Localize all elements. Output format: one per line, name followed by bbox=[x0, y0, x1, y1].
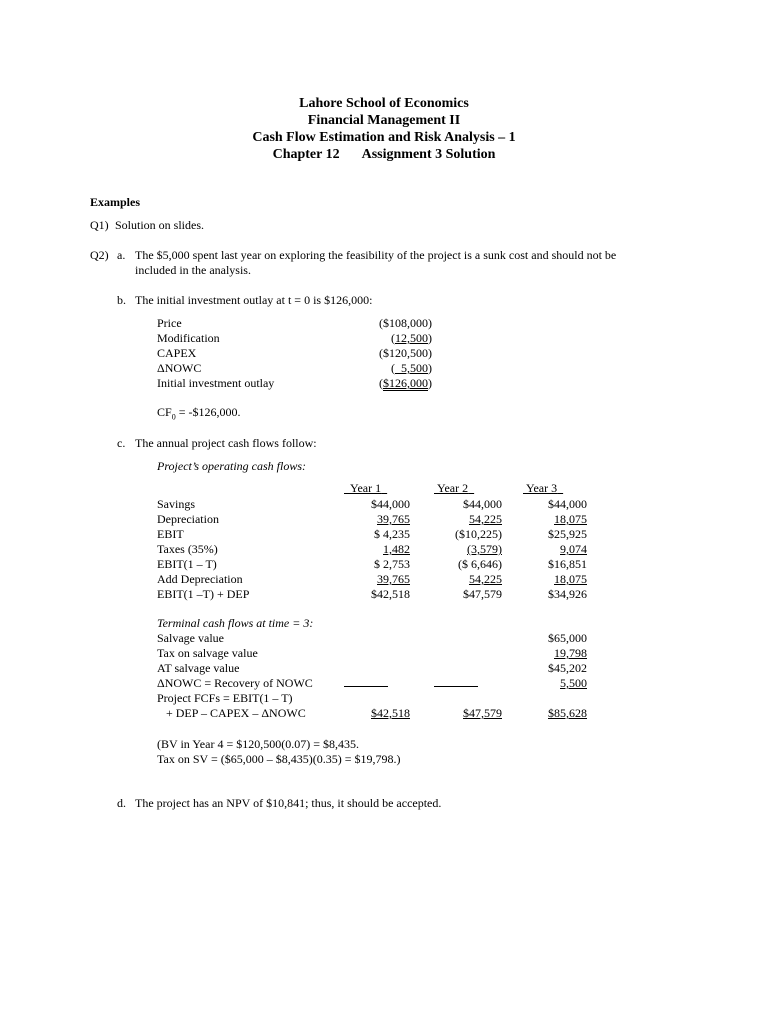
assignment-title bbox=[0, 146, 768, 163]
outlay-label-total: Initial investment outlay bbox=[157, 376, 275, 390]
op-row-value-year3 bbox=[507, 497, 587, 512]
cf0-subscript: 0 bbox=[171, 412, 176, 422]
q2a-line1: The $5,000 spent last year on exploring the feasibility of the project is a sunk cost and should not be bbox=[135, 248, 617, 262]
op-cell-text: $44,000 bbox=[548, 497, 587, 511]
bv-note: (BV in Year 4 = $120,500(0.07) = $8,435. bbox=[157, 737, 359, 751]
fcf-year3: $85,628 bbox=[548, 706, 587, 720]
school-name: Lahore School of Economics bbox=[299, 96, 469, 111]
op-row-value-year3 bbox=[507, 572, 587, 587]
operating-cf-heading: Project’s operating cash flows: bbox=[157, 459, 306, 473]
nowc-amount: 5,500 bbox=[395, 361, 428, 375]
outlay-label-capex: CAPEX bbox=[157, 346, 197, 360]
op-row-value-year3 bbox=[507, 512, 587, 527]
fcf-label-line1: Project FCFs = EBIT(1 – T) bbox=[157, 691, 293, 705]
terminal-row-value bbox=[507, 676, 587, 691]
cf0-prefix: CF bbox=[157, 405, 172, 419]
fcf-year1: $42,518 bbox=[371, 706, 410, 720]
op-cell-text: $47,579 bbox=[463, 587, 502, 601]
terminal-row-value bbox=[507, 661, 587, 676]
year-3-header bbox=[523, 481, 563, 496]
op-row-value-year3 bbox=[507, 527, 587, 542]
op-cell-text: 18,075 bbox=[554, 512, 587, 526]
fcf-year2: $47,579 bbox=[463, 706, 502, 720]
topic-title: Cash Flow Estimation and Risk Analysis – 1 bbox=[252, 130, 516, 145]
outlay-value-nowc: ( 5,500) bbox=[391, 361, 432, 375]
terminal-row-value bbox=[507, 646, 587, 661]
op-cell-text: 54,225 bbox=[469, 512, 502, 526]
op-cell-text: $44,000 bbox=[463, 497, 502, 511]
op-cell-text: 1,482 bbox=[383, 542, 410, 556]
q2d-text: The project has an NPV of $10,841; thus, it should be accepted. bbox=[135, 796, 442, 810]
op-row-value-year1 bbox=[330, 587, 410, 602]
op-row-value-year1 bbox=[330, 497, 410, 512]
op-row-label: EBIT(1 – T) bbox=[157, 557, 217, 571]
op-cell-text: 54,225 bbox=[469, 572, 502, 586]
outlay-value-modification: (12,500) bbox=[391, 331, 432, 345]
terminal-cell-text: 5,500 bbox=[560, 676, 587, 690]
op-row-value-year2 bbox=[422, 557, 502, 572]
op-row-value-year1 bbox=[330, 572, 410, 587]
outlay-value-capex: ($120,500) bbox=[379, 346, 432, 360]
op-cell-text: (3,579) bbox=[467, 542, 502, 556]
op-row-value-year2 bbox=[422, 497, 502, 512]
year-1-header bbox=[344, 481, 387, 496]
year-2-header bbox=[434, 481, 474, 496]
cf0-statement bbox=[157, 405, 240, 424]
op-row-value-year1 bbox=[330, 542, 410, 557]
op-cell-text: 9,074 bbox=[560, 542, 587, 556]
op-row-value-year2 bbox=[422, 527, 502, 542]
op-row-label: Taxes (35%) bbox=[157, 542, 218, 556]
q2d-marker: d. bbox=[117, 796, 126, 810]
op-row-value-year1 bbox=[330, 557, 410, 572]
examples-heading: Examples bbox=[90, 195, 141, 209]
op-cell-text: 18,075 bbox=[554, 572, 587, 586]
op-row-label: Add Depreciation bbox=[157, 572, 243, 586]
terminal-row-label: AT salvage value bbox=[157, 661, 240, 675]
terminal-row-value bbox=[507, 631, 587, 646]
op-row-value-year1 bbox=[330, 512, 410, 527]
op-cell-text: $ 2,753 bbox=[374, 557, 410, 571]
q2a-line2: included in the analysis. bbox=[135, 263, 251, 277]
q2-label: Q2) bbox=[90, 248, 109, 262]
outlay-value-price: ($108,000) bbox=[379, 316, 432, 330]
op-row-value-year3 bbox=[507, 557, 587, 572]
outlay-label-price: Price bbox=[157, 316, 182, 330]
q2a-marker: a. bbox=[117, 248, 126, 262]
op-cell-text: 39,765 bbox=[377, 512, 410, 526]
terminal-cell-text: 19,798 bbox=[554, 646, 587, 660]
q2c-marker: c. bbox=[117, 436, 126, 450]
q2c-intro: The annual project cash flows follow: bbox=[135, 436, 317, 450]
terminal-row-label: Tax on salvage value bbox=[157, 646, 258, 660]
outlay-value-total: ($126,000) bbox=[379, 376, 432, 390]
terminal-row-label: Salvage value bbox=[157, 631, 224, 645]
op-row-value-year2 bbox=[422, 512, 502, 527]
op-cell-text: ($ 6,646) bbox=[458, 557, 502, 571]
op-cell-text: $16,851 bbox=[548, 557, 587, 571]
op-row-label: Savings bbox=[157, 497, 196, 511]
op-row-value-year3 bbox=[507, 587, 587, 602]
q1-label: Q1) bbox=[90, 218, 109, 232]
op-cell-text: 39,765 bbox=[377, 572, 410, 586]
op-row-value-year2 bbox=[422, 542, 502, 557]
op-row-value-year2 bbox=[422, 572, 502, 587]
op-cell-text: $34,926 bbox=[548, 587, 587, 601]
course-name: Financial Management II bbox=[307, 113, 461, 128]
q1-text: Solution on slides. bbox=[115, 218, 205, 232]
assignment-label: Assignment 3 Solution bbox=[361, 147, 496, 162]
modification-amount: 12,500 bbox=[395, 331, 428, 345]
outlay-label-modification: Modification bbox=[157, 331, 220, 345]
op-cell-text: $ 4,235 bbox=[374, 527, 410, 541]
blank-line-year1 bbox=[344, 676, 388, 691]
total-outlay-amount: $126,000 bbox=[383, 376, 428, 390]
year-1-text: Year 1 bbox=[350, 481, 382, 495]
op-cell-text: $44,000 bbox=[371, 497, 410, 511]
blank-line-year2 bbox=[434, 676, 478, 691]
op-row-value-year2 bbox=[422, 587, 502, 602]
outlay-label-nowc: ΔNOWC bbox=[157, 361, 202, 375]
op-row-value-year1 bbox=[330, 527, 410, 542]
chapter-label: Chapter 12 bbox=[272, 147, 340, 162]
cf0-value: = -$126,000. bbox=[175, 405, 241, 419]
op-cell-text: $25,925 bbox=[548, 527, 587, 541]
fcf-label-line2: + DEP – CAPEX – ΔNOWC bbox=[166, 706, 306, 720]
terminal-row-label: ΔNOWC = Recovery of NOWC bbox=[157, 676, 313, 690]
q2b-intro: The initial investment outlay at t = 0 is $126,000: bbox=[135, 293, 373, 307]
year-3-text: Year 3 bbox=[526, 481, 558, 495]
terminal-cell-text: $65,000 bbox=[548, 631, 587, 645]
op-cell-text: ($10,225) bbox=[455, 527, 502, 541]
op-row-label: EBIT(1 –T) + DEP bbox=[157, 587, 250, 601]
op-row-label: Depreciation bbox=[157, 512, 219, 526]
terminal-cf-heading: Terminal cash flows at time = 3: bbox=[157, 616, 314, 630]
op-row-label: EBIT bbox=[157, 527, 184, 541]
year-2-text: Year 2 bbox=[437, 481, 469, 495]
terminal-cell-text: $45,202 bbox=[548, 661, 587, 675]
op-row-value-year3 bbox=[507, 542, 587, 557]
op-cell-text: $42,518 bbox=[371, 587, 410, 601]
tax-sv-note: Tax on SV = ($65,000 – $8,435)(0.35) = $19,798.) bbox=[157, 752, 401, 766]
q2b-marker: b. bbox=[117, 293, 126, 307]
